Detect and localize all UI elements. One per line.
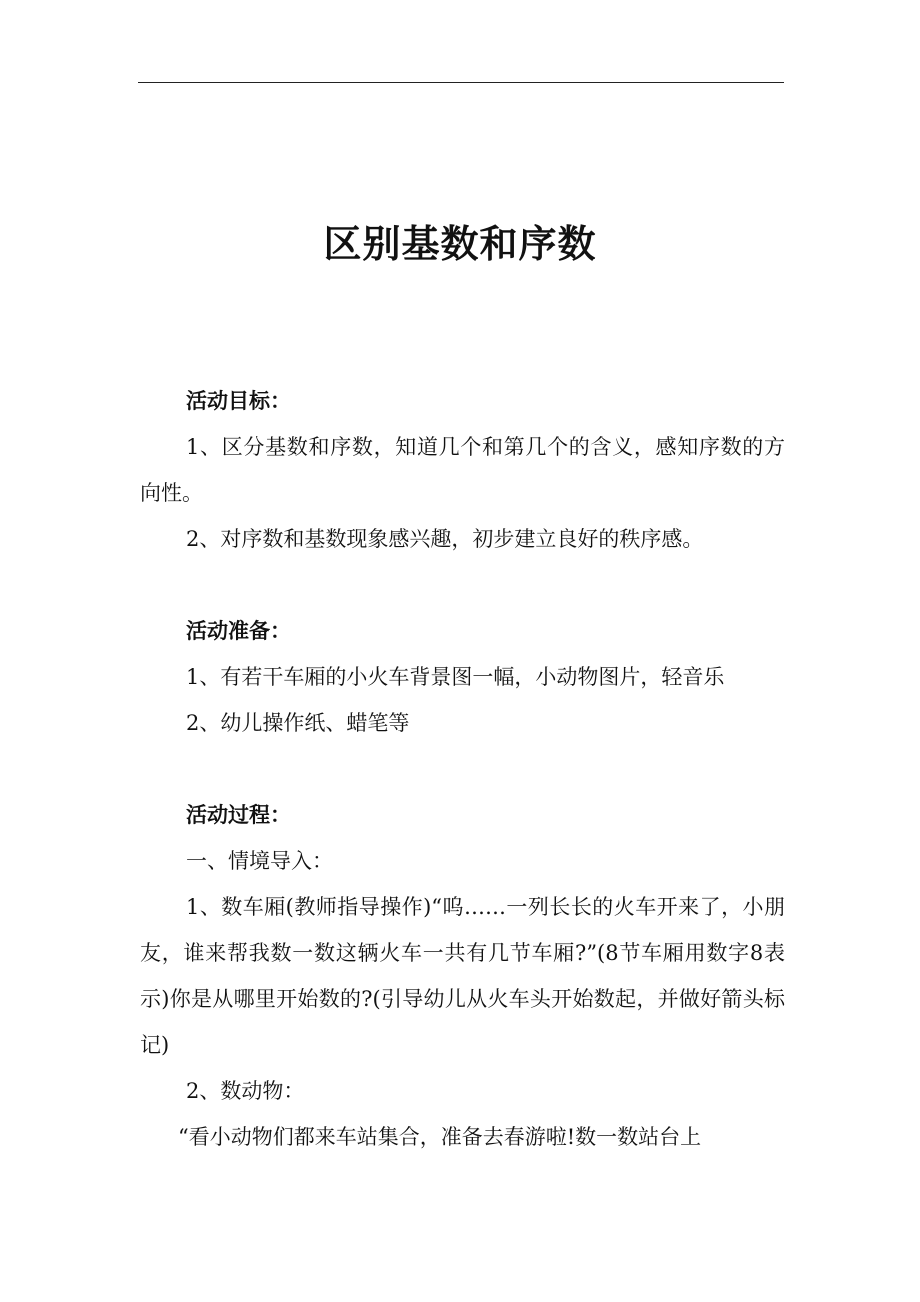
page-title: 区别基数和序数 — [323, 221, 597, 266]
header-rule — [138, 82, 784, 83]
section-heading-goals: 活动目标： — [186, 388, 291, 413]
process-item-1: 1、数车厢(教师指导操作)“呜……一列长长的火车开来了，小朋友，谁来帮我数一数这辆火车一共有几节车厢?”(8节车厢用数字8表示)你是从哪里开始数的?(引导幼儿从火车头开始数起，并做好箭头标记) — [140, 895, 785, 1057]
goal-item-1: 1、区分基数和序数，知道几个和第几个的含义，感知序数的方向性。 — [140, 435, 785, 505]
preparation-item-2: 2、幼儿操作纸、蜡笔等 — [186, 711, 410, 735]
process-item-2: 2、数动物： — [186, 1079, 305, 1103]
document-body — [140, 378, 785, 1160]
section-heading-process: 活动过程： — [186, 802, 291, 827]
process-step-one: 一、情境导入： — [186, 849, 333, 873]
goal-item-2: 2、对序数和基数现象感兴趣，初步建立良好的秩序感。 — [186, 527, 704, 551]
section-spacer — [140, 746, 785, 792]
process-quote: “看小动物们都来车站集合，准备去春游啦!数一数站台上 — [178, 1125, 702, 1149]
section-spacer — [140, 562, 785, 608]
section-heading-preparation: 活动准备： — [186, 618, 291, 643]
preparation-item-1: 1、有若干车厢的小火车背景图一幅，小动物图片，轻音乐 — [186, 665, 725, 689]
